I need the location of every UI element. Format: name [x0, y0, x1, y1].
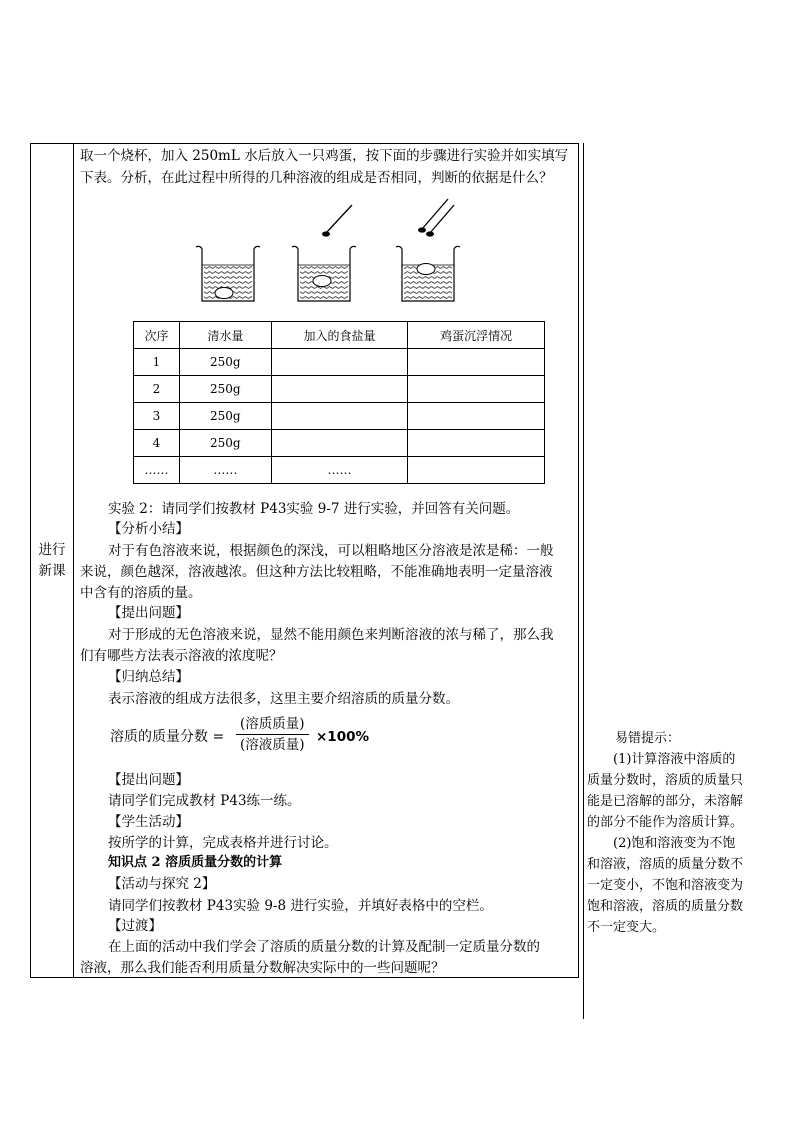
formula-fraction	[236, 714, 309, 755]
header-water: 清水量	[179, 322, 271, 349]
question-line-2: 们有哪些方法表示溶液的浓度呢？	[80, 648, 283, 664]
tips-title: 易错提示：	[615, 731, 681, 746]
error-tips: 易错提示： (1)计算溶液中溶质的 质量分数时，溶质的质量只 能是已溶解的部分，未溶解 的部分不能作为溶质计算。 (2)饱和溶液变为不饱 和溶液，溶质的质量分数不 一定变小，不饱和溶液变为 饱和溶液，溶质的质量分数 不一定变大。	[587, 728, 759, 938]
heading-explore: 【活动与探究 2】	[108, 876, 216, 892]
formula-denominator: (溶液质量)	[240, 737, 305, 753]
analysis-line-1: 对于有色溶液来说，根据颜色的深浅，可以粗略地区分溶液是浓是稀：一般	[108, 543, 554, 559]
beaker-1	[196, 246, 260, 301]
question-2-text: 请同学们完成教材 P43练一练。	[108, 793, 301, 809]
heading-transition: 【过渡】	[108, 918, 162, 934]
experiment-2-text: 实验 2：请同学们按教材 P43实验 9-7 进行实验，并回答有关问题。	[108, 501, 520, 517]
table-row: …… …… ……	[134, 457, 545, 484]
heading-activity: 【学生活动】	[108, 814, 189, 830]
question-line-1: 对于形成的无色溶液来说，显然不能用颜色来判断溶液的浓与稀了，那么我	[108, 627, 554, 643]
beaker-3	[396, 199, 460, 301]
formula-right: ×100%	[316, 729, 370, 745]
tip-divider-line	[583, 143, 584, 1019]
analysis-line-2: 来说，颜色越深，溶液越浓。但这种方法比较粗略，不能准确地表明一定量溶液	[80, 564, 553, 580]
heading-summary: 【归纳总结】	[108, 669, 189, 685]
intro-line-2: 下表。分析，在此过程中所得的几种溶液的组成是否相同，判断的依据是什么？	[80, 170, 553, 186]
transition-line-1: 在上面的活动中我们学会了溶质的质量分数的计算及配制一定质量分数的	[108, 939, 540, 955]
heading-analysis: 【分析小结】	[108, 521, 189, 537]
activity-text: 按所学的计算，完成表格并进行讨论。	[108, 835, 338, 851]
frame-top-line	[30, 143, 578, 144]
header-salt: 加入的食盐量	[271, 322, 408, 349]
formula-left: 溶质的质量分数 =	[110, 729, 225, 745]
heading-question-2: 【提出问题】	[108, 772, 189, 788]
table-row: 1 250g	[134, 349, 545, 376]
analysis-line-3: 中含有的溶质的量。	[80, 585, 202, 601]
explore-text: 请同学们按教材 P43实验 9-8 进行实验，并填好表格中的空栏。	[108, 898, 493, 914]
formula-numerator: (溶质质量)	[236, 714, 309, 735]
beaker-2	[292, 205, 356, 301]
knowledge-point-heading: 知识点 2 溶质质量分数的计算	[108, 855, 283, 870]
table-row: 4 250g	[134, 430, 545, 457]
frame-right-line	[578, 143, 579, 978]
summary-text: 表示溶液的组成方法很多，这里主要介绍溶质的质量分数。	[108, 691, 459, 707]
table-row: 3 250g	[134, 403, 545, 430]
experiment-table	[133, 321, 545, 484]
section-label: 进行 新课	[38, 542, 66, 579]
table-row: 2 250g	[134, 376, 545, 403]
transition-line-2: 溶液，那么我们能否利用质量分数解决实际中的一些问题呢？	[80, 960, 445, 976]
intro-line-1: 取一个烧杯，加入 250mL 水后放入一只鸡蛋，按下面的步骤进行实验并如实填写	[80, 148, 569, 164]
beaker-illustration	[190, 195, 490, 310]
heading-question: 【提出问题】	[108, 605, 189, 621]
header-egg: 鸡蛋沉浮情况	[408, 322, 545, 349]
table-header-row	[134, 322, 545, 349]
frame-mid-line	[73, 143, 74, 978]
header-order: 次序	[134, 322, 180, 349]
